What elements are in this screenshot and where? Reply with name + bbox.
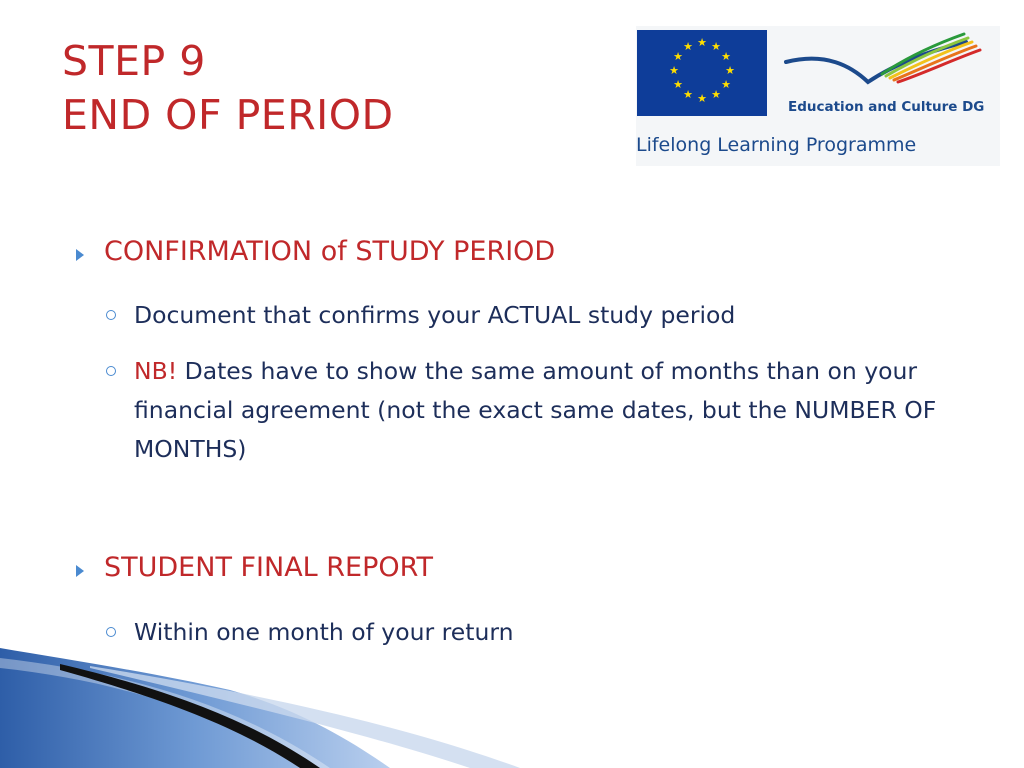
svg-text:★: ★ — [697, 92, 707, 105]
bullet-heading-text: STUDENT FINAL REPORT — [104, 552, 433, 583]
slide-title-line-1: STEP 9 — [62, 37, 206, 85]
slide-title-line-2: END OF PERIOD — [62, 91, 394, 139]
svg-text:★: ★ — [711, 88, 721, 101]
sub-bullet-text: Document that confirms your ACTUAL study period — [134, 301, 736, 329]
sub-bullet-text: Within one month of your return — [134, 618, 514, 646]
svg-text:★: ★ — [711, 40, 721, 53]
dg-label: Education and Culture DG — [788, 99, 985, 115]
bullet-heading-text: CONFIRMATION of STUDY PERIOD — [104, 236, 556, 267]
svg-text:★: ★ — [673, 50, 683, 63]
svg-text:★: ★ — [697, 36, 707, 49]
sub-bullet-text: Dates have to show the same amount of months than on your financial agreement (not the exact same dates, but the NUMBER OF MONTHS) — [134, 357, 937, 463]
svg-text:★: ★ — [669, 64, 679, 77]
svg-text:★: ★ — [725, 64, 735, 77]
svg-text:★: ★ — [683, 40, 693, 53]
programme-label: Lifelong Learning Programme — [636, 134, 917, 156]
svg-text:★: ★ — [683, 88, 693, 101]
svg-text:★: ★ — [721, 50, 731, 63]
svg-text:★: ★ — [673, 78, 683, 91]
svg-text:★: ★ — [721, 78, 731, 91]
nb-label: NB! — [134, 357, 178, 385]
